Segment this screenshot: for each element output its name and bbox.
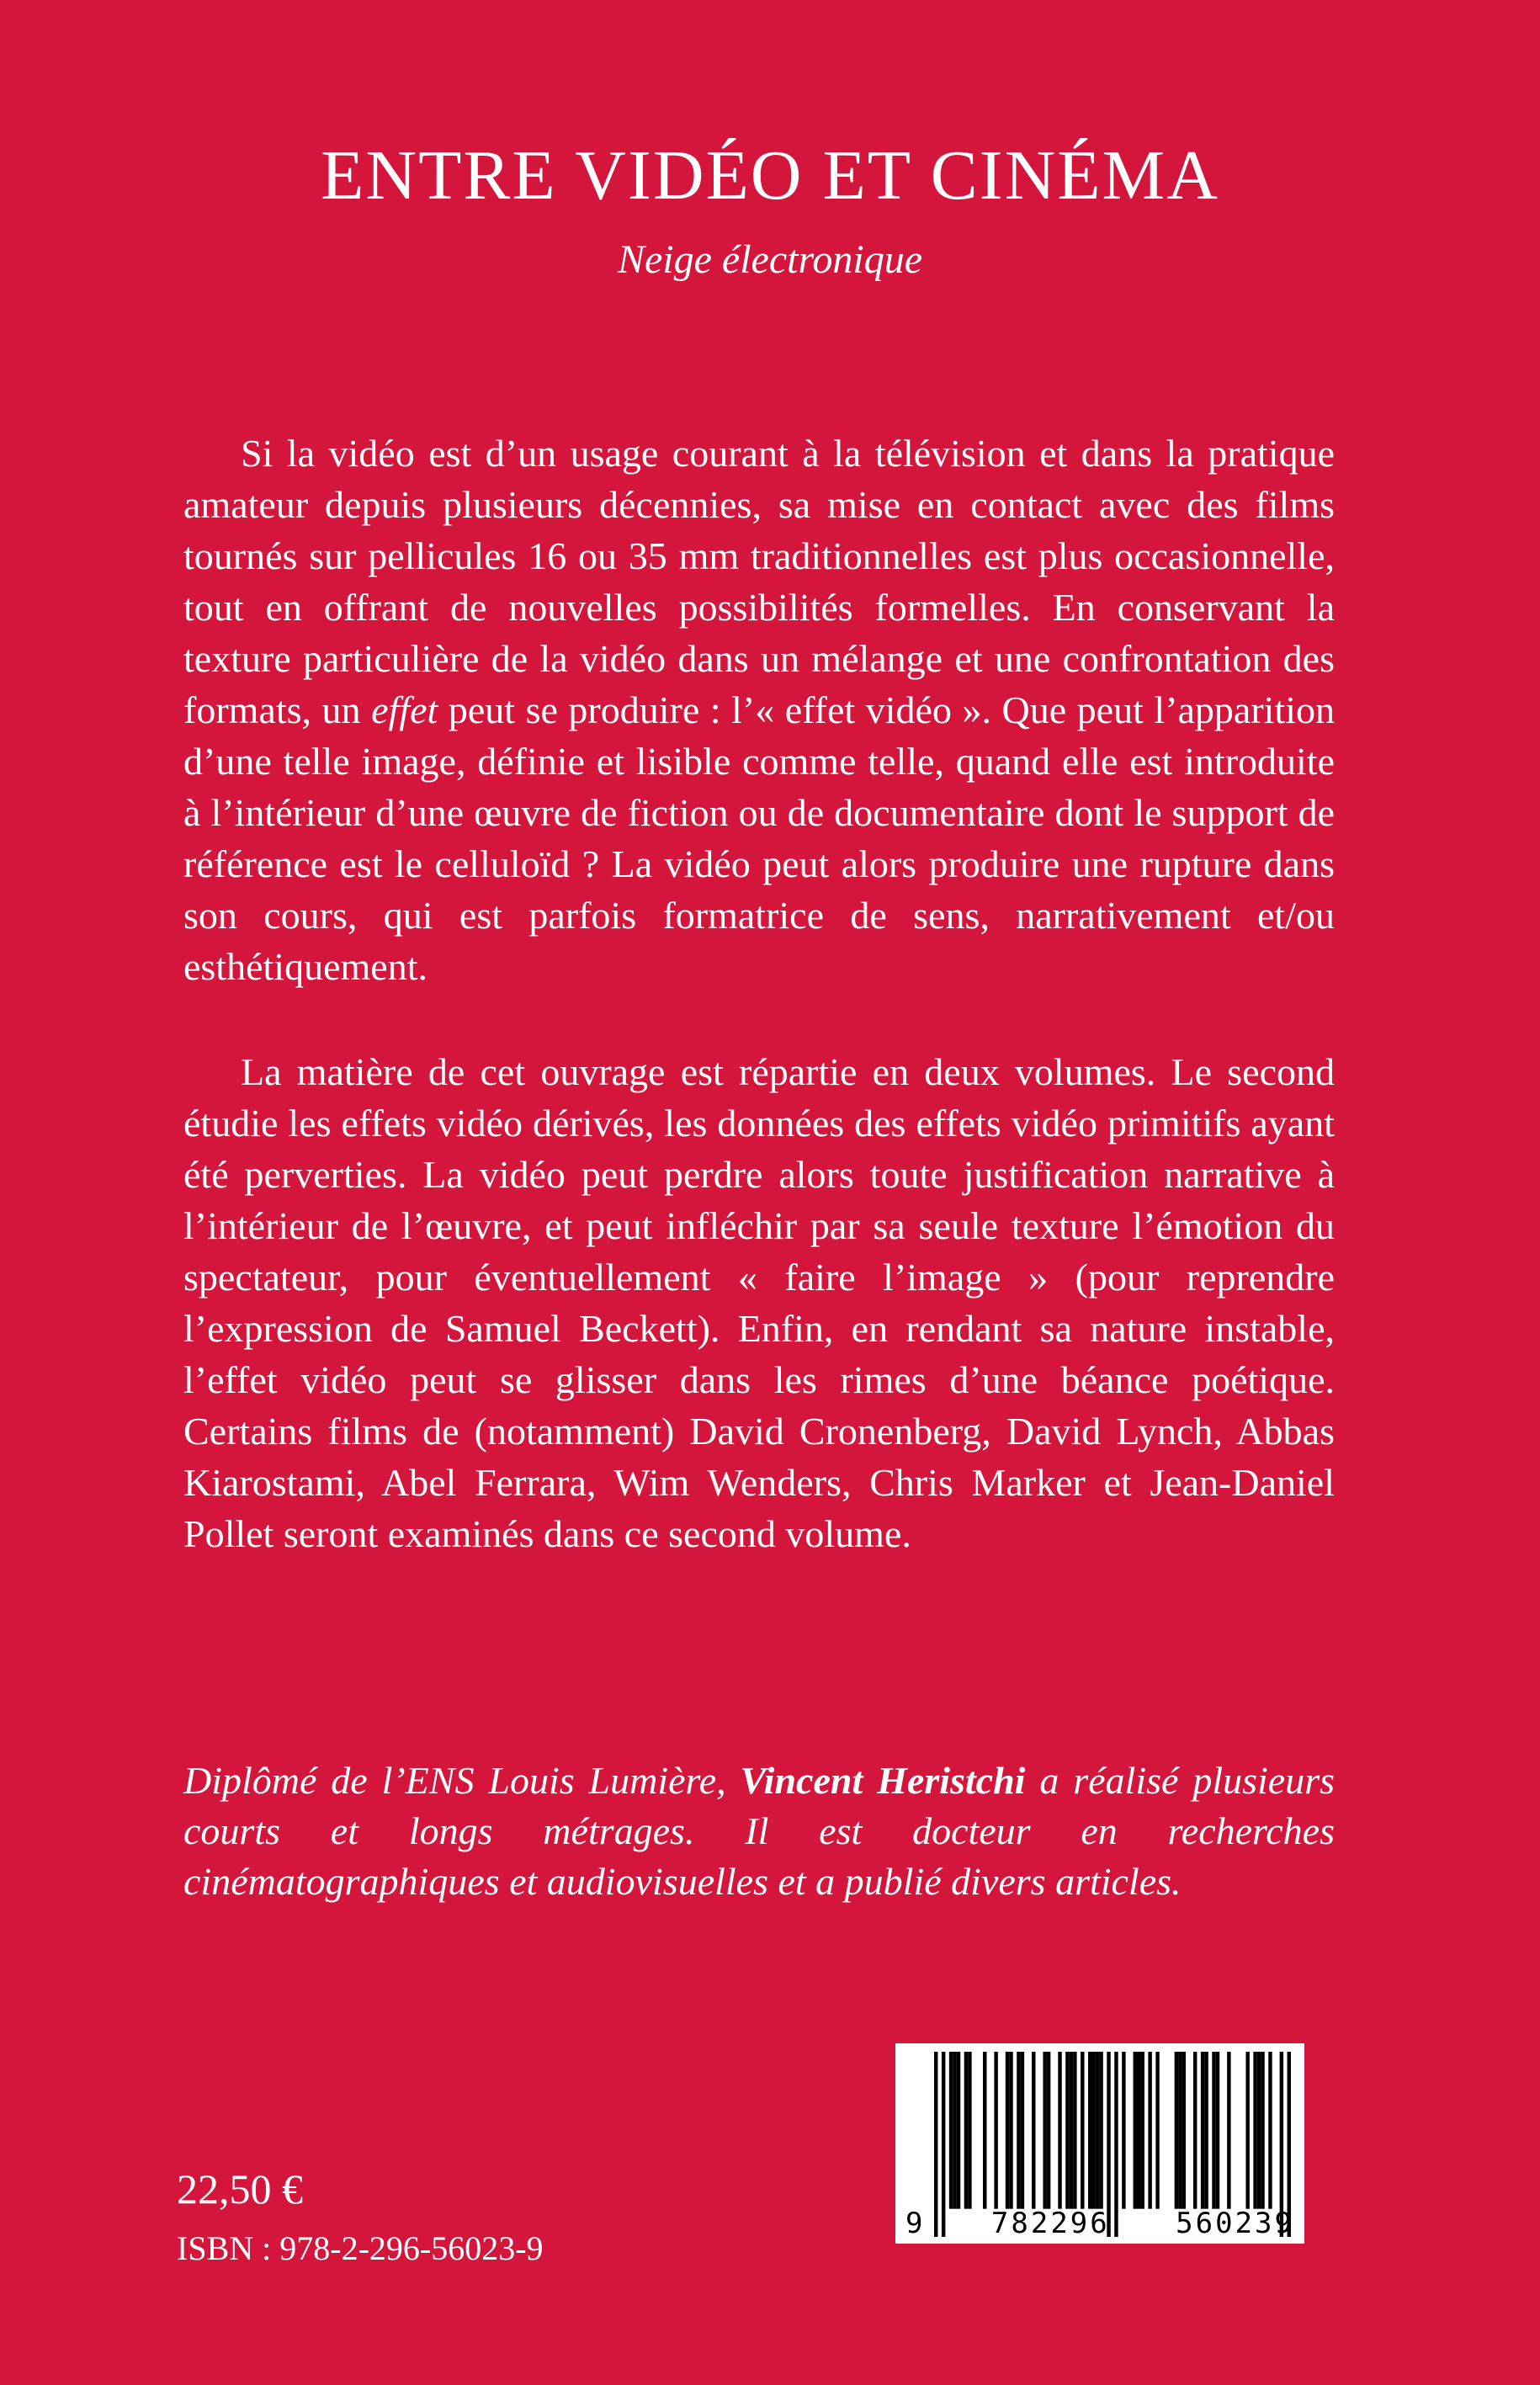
barcode-digit-group2: 560239 (1176, 2207, 1294, 2240)
paragraph-1 (183, 428, 1335, 992)
book-title: ENTRE VIDÉO ET CINÉMA (321, 136, 1219, 215)
book-subtitle: Neige électronique (617, 237, 923, 282)
bio-text-cont: a réalisé plusieurs courts et longs métrages. Il est docteur en recherches cinématographiques et audiovisuelles et a publié divers articles. (183, 1759, 1336, 1903)
barcode (895, 2043, 1304, 2244)
synopsis (183, 428, 1335, 1559)
paragraph-1-text: Si la vidéo est d’un usage courant à la télévision et dans la pratique amateur depuis plusieurs décennies, sa mise en contact avec des films tournés sur pellicules 16 ou 35 mm traditionnelles est plus occasionnelle, tout en offrant de nouvelles possibilités formelles. En conservant la texture particulière de la vidéo dans un mélange et une confrontation des formats, un (183, 432, 1335, 731)
author-bio (183, 1756, 1335, 1907)
barcode-digit-prefix: 9 (905, 2207, 926, 2240)
bio-text: Diplômé de l’ENS Louis Lumière, (183, 1759, 741, 1802)
header (0, 135, 1540, 283)
isbn-label: ISBN : 978-2-296-56023-9 (177, 2229, 544, 2267)
price-label: 22,50 € (177, 2165, 303, 2212)
barcode-digit-group1: 782296 (990, 2207, 1110, 2240)
barcode-number (905, 2207, 1294, 2240)
paragraph-2: La matière de cet ouvrage est répartie en deux volumes. Le second étudie les effets vidéo dérivés, les données des effets vidéo primitifs ayant été perverties. La vidéo peut perdre alors toute justification narrative à l’intérieur de l’œuvre, et peut infléchir par sa seule texture l’émotion du spectateur, pour éventuellement « faire l’image » (pour reprendre l’expression de Samuel Beckett). Enfin, en rendant sa nature instable, l’effet vidéo peut se glisser dans les rimes d’une béance poétique. Certains films de (notamment) David Cronenberg, David Lynch, Abbas Kiarostami, Abel Ferrara, Wim Wenders, Chris Marker et Jean-Daniel Pollet seront examinés dans ce second volume. (183, 1050, 1335, 1555)
author-name: Vincent Heristchi (740, 1759, 1026, 1802)
paragraph-1-text-cont: peut se produire : l’« effet vidéo ». Que peut l’apparition d’une telle image, définie et lisible comme telle, quand elle est introduite à l’intérieur d’une œuvre de fiction ou de documentaire dont le support de référence est le celluloïd ? La vidéo peut alors produire une rupture dans son cours, qui est parfois formatrice de sens, narrativement et/ou esthétiquement. (183, 688, 1336, 988)
paragraph-1-italic-word: effet (371, 688, 438, 731)
